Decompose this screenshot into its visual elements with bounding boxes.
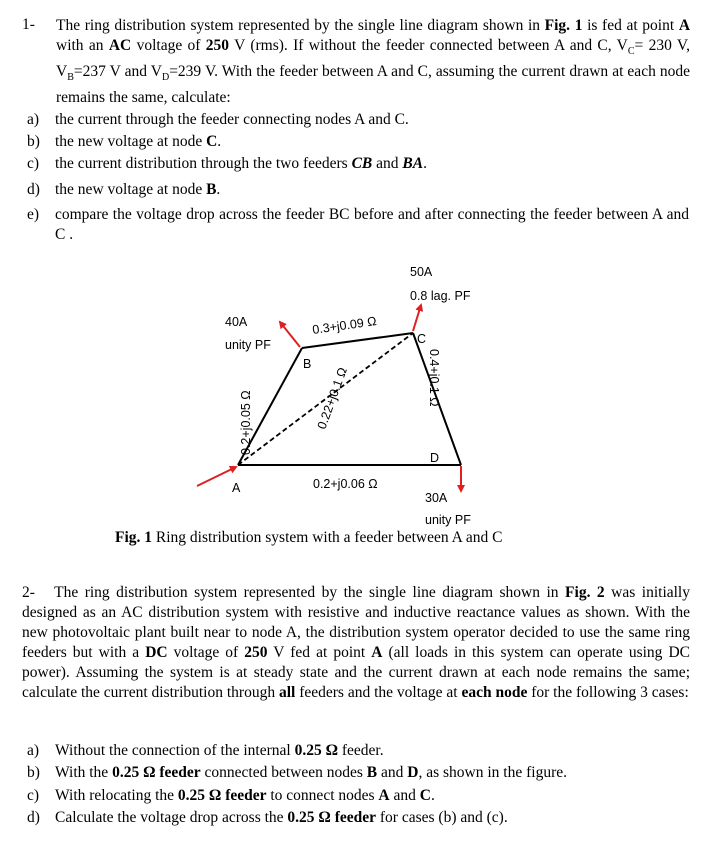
supply-arrow-a [197, 467, 236, 486]
load-c-current: 50A [410, 265, 433, 279]
load-d-pf: unity PF [425, 513, 471, 527]
load-b-pf: unity PF [225, 338, 271, 352]
question-1-item-e: e) compare the voltage drop across the feeder BC before and after connecting the feeder between A and C . [27, 206, 689, 243]
question-2-item-a: a) Without the connection of the internal 0.25 Ω feeder. [27, 742, 384, 759]
question-1-item-b: b) the new voltage at node C. [27, 133, 222, 150]
impedance-ad: 0.2+j0.06 Ω [313, 477, 378, 491]
node-a-label: A [232, 481, 241, 495]
question-2-intro: 2- The ring distribution system represented by the single line diagram shown in Fig. 2 was initially designed as an AC distribution system with resistive and inductive reactance values as shown. With the new photovoltaic plant built near to node A, the distribution system operator decided to use the same ring feeders but with a DC voltage of 250 V fed at point A (all loads in this system can operate using DC power). Assuming the system is at steady state and the current drawn at each node remains the same; calculate the current distribution through all feeders and the voltage at each node for the following 3 cases: [22, 584, 690, 701]
question-2-item-c: c) With relocating the 0.25 Ω feeder to connect nodes A and C. [27, 787, 435, 804]
ring-distribution-diagram [0, 255, 725, 530]
impedance-cd: 0.4+j0.1 Ω [427, 349, 441, 407]
figure-caption: Fig. 1 Ring distribution system with a feeder between A and C [115, 529, 503, 546]
impedance-ac: 0.22+j0.1 Ω [314, 365, 350, 432]
question-1-number: 1- [22, 16, 35, 33]
load-arrow-b [280, 322, 300, 347]
node-b-label: B [303, 357, 312, 371]
question-1-item-c: c) the current distribution through the two feeders CB and BA. [27, 155, 427, 172]
load-b-current: 40A [225, 315, 248, 329]
question-1-item-d: d) the new voltage at node B. [27, 181, 221, 198]
question-1-item-a: a) the current through the feeder connecting nodes A and C. [27, 111, 409, 128]
question-2-item-d: d) Calculate the voltage drop across the 0.25 Ω feeder for cases (b) and (c). [27, 809, 508, 826]
impedance-bc: 0.3+j0.09 Ω [311, 314, 378, 337]
load-arrow-c [413, 305, 421, 331]
question-2-item-b: b) With the 0.25 Ω feeder connected between nodes B and D, as shown in the figure. [27, 764, 567, 781]
node-d-label: D [430, 451, 440, 465]
load-d-current: 30A [425, 491, 448, 505]
impedance-ab: 0.2+j0.05 Ω [239, 390, 253, 455]
load-c-pf: 0.8 lag. PF [410, 289, 471, 303]
node-c-label: C [417, 332, 427, 346]
question-1-intro: The ring distribution system represented by the single line diagram shown in Fig. 1 is fed at point A with an AC voltage of 250 V (rms). If without the feeder connected between A and C, $V_C= 230$ V, $V_B=237$ V and $V_D=239$ V. With the feeder between A and C, assuming the current drawn at each node remains the same, calculate: [56, 17, 691, 107]
